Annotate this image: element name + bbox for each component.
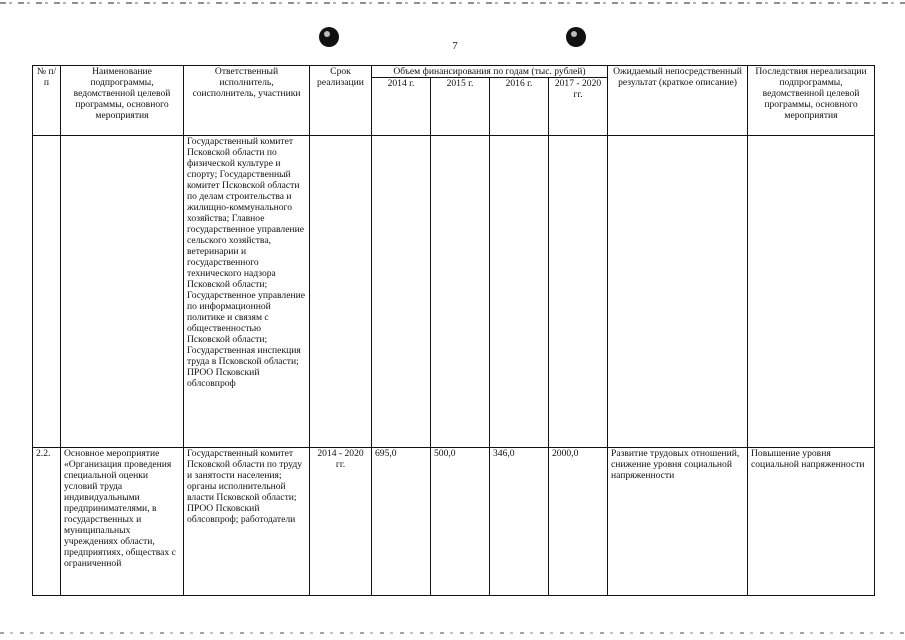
cell-expected: Развитие трудовых отношений, снижение уровня социальной напряженности (608, 448, 748, 596)
header-year-2016: 2016 г. (490, 78, 549, 136)
header-financing: Объем финансирования по годам (тыс. рублей) (372, 66, 608, 78)
cell-term: 2014 - 2020 гг. (310, 448, 372, 596)
cell-2014 (372, 136, 431, 448)
header-year-2014: 2014 г. (372, 78, 431, 136)
header-responsible: Ответственный исполнитель, соисполнитель, участники (184, 66, 310, 136)
cell-name: Основное мероприятие «Организация проведения специальной оценки условий труда индивидуальными предпринимателями, в государственных и муниципальных учреждениях области, предприятиях, обществах с ограниченной (61, 448, 184, 596)
scan-edge-top (0, 2, 905, 4)
cell-2017-2020 (549, 136, 608, 448)
header-year-2017-2020: 2017 - 2020 гг. (549, 78, 608, 136)
cell-responsible: Государственный комитет Псковской области по труду и занятости населения; органы исполнительной власти Псковской области; ПРОО Псковский облсовпроф; работодатели (184, 448, 310, 596)
header-consequences: Последствия нереализации подпрограммы, ведомственной целевой программы, основного мероприятия (748, 66, 875, 136)
cell-num (33, 136, 61, 448)
cell-2015 (431, 136, 490, 448)
cell-expected (608, 136, 748, 448)
header-name: Наименование подпрограммы, ведомственной целевой программы, основного мероприятия (61, 66, 184, 136)
cell-2016: 346,0 (490, 448, 549, 596)
cell-term (310, 136, 372, 448)
cell-name (61, 136, 184, 448)
cell-2015: 500,0 (431, 448, 490, 596)
cell-2014: 695,0 (372, 448, 431, 596)
punch-hole-left (319, 27, 339, 47)
page-number: 7 (452, 40, 458, 52)
header-num: № п/п (33, 66, 61, 136)
cell-2016 (490, 136, 549, 448)
cell-2017-2020: 2000,0 (549, 448, 608, 596)
scan-edge-bottom (0, 632, 905, 634)
table-row (33, 136, 875, 448)
cell-consequences (748, 136, 875, 448)
cell-num: 2.2. (33, 448, 61, 596)
header-term: Срок реализации (310, 66, 372, 136)
cell-responsible: Государственный комитет Псковской области по физической культуре и спорту; Государственный комитет Псковской области по делам строительства и жилищно-коммунального хозяйства; Главное государственное управление сельского хозяйства, ветеринарии и государственного технического надзора Псковской области; Государственное управление по информационной политике и связям с общественностью Псковской области; Государственная инспекция труда в Псковской области; ПРОО Псковский облсовпроф (184, 136, 310, 448)
header-year-2015: 2015 г. (431, 78, 490, 136)
cell-consequences: Повышение уровня социальной напряженности (748, 448, 875, 596)
program-table (32, 65, 875, 596)
punch-hole-right (566, 27, 586, 47)
table-row (33, 448, 875, 596)
header-expected: Ожидаемый непосредственный результат (краткое описание) (608, 66, 748, 136)
